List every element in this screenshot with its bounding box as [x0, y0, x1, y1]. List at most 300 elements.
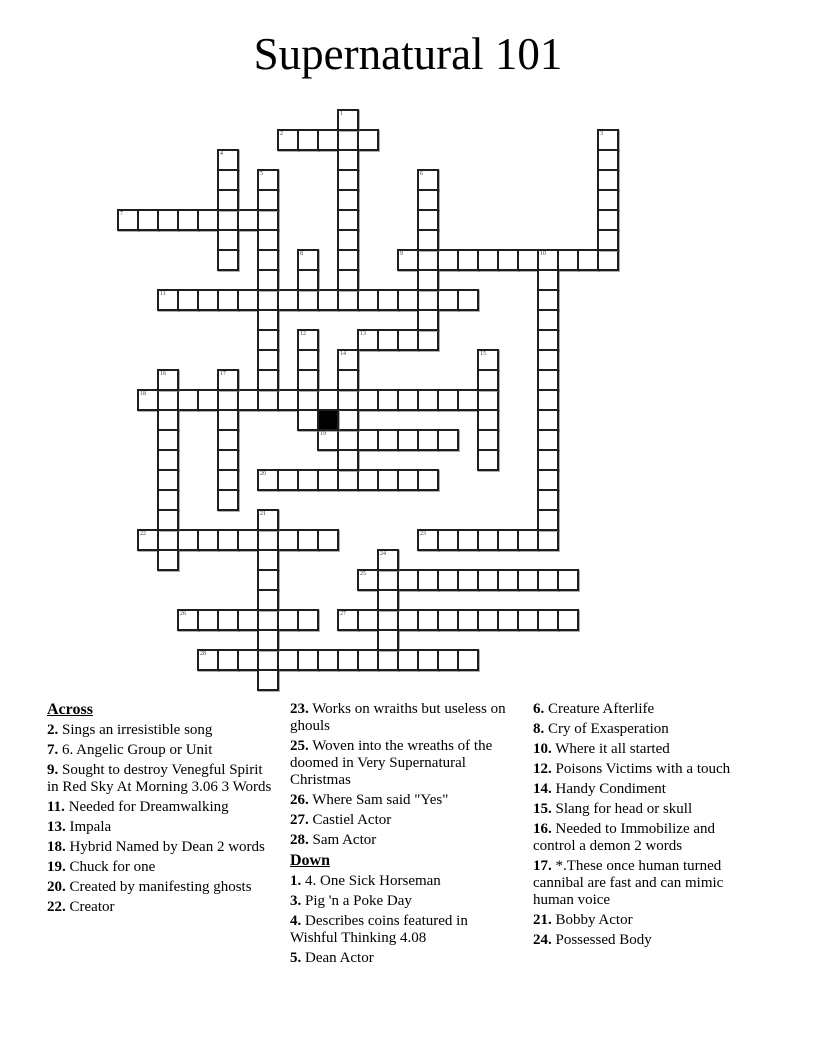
clue-across-13: 13. Impala — [47, 819, 112, 835]
grid-cell-c6-r21[interactable] — [237, 529, 259, 551]
clue-across-25: 25. Woven into the wreaths of the doomed in Very Supernatural Christmas — [290, 738, 493, 788]
grid-cell-c11-r5[interactable] — [337, 209, 359, 231]
clue-number: 2. — [47, 722, 59, 738]
grid-cell-c15-r11[interactable] — [417, 329, 439, 351]
grid-cell-c13-r26[interactable] — [377, 629, 399, 651]
clue-down-1: 1. 4. One Sick Horseman — [290, 873, 441, 889]
grid-cell-c5-r15[interactable] — [217, 409, 239, 431]
cell-number-21: 21 — [260, 511, 266, 517]
clue-down-12: 12. Poisons Victims with a touch — [533, 761, 731, 777]
grid-cell-c13-r23[interactable] — [377, 569, 399, 591]
grid-cell-c7-r4[interactable] — [257, 189, 279, 211]
clue-number: 18. — [47, 839, 66, 855]
grid-cell-c5-r4[interactable] — [217, 189, 239, 211]
grid-cell-c14-r14[interactable] — [397, 389, 419, 411]
grid-cell-c7-r24[interactable] — [257, 589, 279, 611]
grid-cell-c20-r23[interactable] — [517, 569, 539, 591]
grid-cell-c9-r1[interactable] — [297, 129, 319, 151]
grid-cell-c18-r12[interactable] — [477, 349, 499, 371]
cell-number-28: 28 — [200, 651, 206, 657]
clue-number: 27. — [290, 812, 309, 828]
grid-cell-c11-r13[interactable] — [337, 369, 359, 391]
grid-cell-c15-r5[interactable] — [417, 209, 439, 231]
clue-number: 3. — [290, 893, 302, 909]
grid-cell-c7-r9[interactable] — [257, 289, 279, 311]
grid-cell-c11-r9[interactable] — [337, 289, 359, 311]
grid-cell-c5-r7[interactable] — [217, 249, 239, 271]
grid-cell-c15-r3[interactable] — [417, 169, 439, 191]
grid-cell-c5-r13[interactable] — [217, 369, 239, 391]
grid-cell-c9-r25[interactable] — [297, 609, 319, 631]
grid-cell-c11-r3[interactable] — [337, 169, 359, 191]
grid-cell-c4-r25[interactable] — [197, 609, 219, 631]
grid-cell-c17-r14[interactable] — [457, 389, 479, 411]
grid-cell-c1-r14[interactable] — [137, 389, 159, 411]
grid-cell-c2-r19[interactable] — [157, 489, 179, 511]
grid-cell-c13-r27[interactable] — [377, 649, 399, 671]
grid-cell-c19-r25[interactable] — [497, 609, 519, 631]
grid-cell-c16-r27[interactable] — [437, 649, 459, 671]
grid-cell-c8-r25[interactable] — [277, 609, 299, 631]
grid-cell-c3-r21[interactable] — [177, 529, 199, 551]
clue-number: 10. — [533, 741, 552, 757]
grid-cell-c14-r11[interactable] — [397, 329, 419, 351]
grid-cell-c14-r27[interactable] — [397, 649, 419, 671]
grid-cell-c5-r25[interactable] — [217, 609, 239, 631]
grid-cell-c11-r4[interactable] — [337, 189, 359, 211]
grid-cell-c6-r5[interactable] — [237, 209, 259, 231]
grid-cell-c16-r14[interactable] — [437, 389, 459, 411]
grid-cell-c14-r16[interactable] — [397, 429, 419, 451]
clue-across-27: 27. Castiel Actor — [290, 812, 392, 828]
grid-cell-c12-r1[interactable] — [357, 129, 379, 151]
grid-cell-c14-r23[interactable] — [397, 569, 419, 591]
cell-number-15: 15 — [480, 351, 486, 357]
clue-across-18: 18. Hybrid Named by Dean 2 words — [47, 839, 265, 855]
grid-cell-c11-r25[interactable] — [337, 609, 359, 631]
grid-cell-c20-r7[interactable] — [517, 249, 539, 271]
grid-cell-c21-r25[interactable] — [537, 609, 559, 631]
grid-cell-c11-r16[interactable] — [337, 429, 359, 451]
grid-cell-c10-r27[interactable] — [317, 649, 339, 671]
grid-cell-c9-r9[interactable] — [297, 289, 319, 311]
clue-number: 24. — [533, 932, 552, 948]
grid-cell-c7-r27[interactable] — [257, 649, 279, 671]
clue-across-2: 2. Sings an irresistible song — [47, 722, 213, 738]
grid-cell-c22-r25[interactable] — [557, 609, 579, 631]
cell-number-23: 23 — [420, 531, 426, 537]
grid-cell-c2-r13[interactable] — [157, 369, 179, 391]
grid-cell-c20-r21[interactable] — [517, 529, 539, 551]
grid-cell-c3-r14[interactable] — [177, 389, 199, 411]
clue-number: 21. — [533, 912, 552, 928]
grid-cell-c5-r18[interactable] — [217, 469, 239, 491]
grid-cell-c7-r26[interactable] — [257, 629, 279, 651]
grid-cell-c7-r22[interactable] — [257, 549, 279, 571]
cell-number-14: 14 — [340, 351, 346, 357]
clue-across-23: 23. Works on wraiths but useless on ghouls — [290, 701, 506, 734]
clue-across-28: 28. Sam Actor — [290, 832, 377, 848]
grid-cell-c19-r21[interactable] — [497, 529, 519, 551]
grid-cell-c2-r22[interactable] — [157, 549, 179, 571]
grid-cell-c13-r11[interactable] — [377, 329, 399, 351]
clue-down-17: 17. *.These once human turned cannibal are fast and can mimic human voice — [533, 858, 724, 908]
clue-down-3: 3. Pig 'n a Poke Day — [290, 893, 412, 909]
grid-cell-c24-r3[interactable] — [597, 169, 619, 191]
grid-cell-c21-r11[interactable] — [537, 329, 559, 351]
clue-number: 7. — [47, 742, 59, 758]
grid-cell-c5-r21[interactable] — [217, 529, 239, 551]
grid-cell-c15-r21[interactable] — [417, 529, 439, 551]
grid-cell-c18-r14[interactable] — [477, 389, 499, 411]
grid-cell-c1-r21[interactable] — [137, 529, 159, 551]
grid-cell-c7-r18[interactable] — [257, 469, 279, 491]
grid-cell-c9-r7[interactable] — [297, 249, 319, 271]
grid-cell-c7-r21[interactable] — [257, 529, 279, 551]
grid-cell-c13-r25[interactable] — [377, 609, 399, 631]
grid-cell-c18-r15[interactable] — [477, 409, 499, 431]
grid-cell-c2-r17[interactable] — [157, 449, 179, 471]
grid-cell-c12-r16[interactable] — [357, 429, 379, 451]
cell-number-6: 6 — [420, 171, 423, 177]
grid-cell-c5-r14[interactable] — [217, 389, 239, 411]
clue-number: 6. — [533, 701, 545, 717]
grid-cell-c13-r14[interactable] — [377, 389, 399, 411]
grid-cell-c15-r4[interactable] — [417, 189, 439, 211]
grid-cell-c16-r9[interactable] — [437, 289, 459, 311]
grid-cell-c15-r8[interactable] — [417, 269, 439, 291]
clue-down-21: 21. Bobby Actor — [533, 912, 633, 928]
grid-cell-c21-r15[interactable] — [537, 409, 559, 431]
grid-cell-c17-r7[interactable] — [457, 249, 479, 271]
grid-cell-c0-r5[interactable] — [117, 209, 139, 231]
cell-number-10: 10 — [540, 251, 546, 257]
grid-cell-c24-r1[interactable] — [597, 129, 619, 151]
cell-number-17: 17 — [220, 371, 226, 377]
grid-cell-c21-r19[interactable] — [537, 489, 559, 511]
grid-cell-c21-r8[interactable] — [537, 269, 559, 291]
grid-cell-c24-r4[interactable] — [597, 189, 619, 211]
clue-number: 8. — [533, 721, 545, 737]
grid-cell-c5-r3[interactable] — [217, 169, 239, 191]
cell-number-19: 19 — [320, 431, 326, 437]
grid-cell-c11-r6[interactable] — [337, 229, 359, 251]
grid-cell-c15-r27[interactable] — [417, 649, 439, 671]
grid-cell-c21-r23[interactable] — [537, 569, 559, 591]
clue-number: 22. — [47, 899, 66, 915]
clue-number: 1. — [290, 873, 302, 889]
grid-cell-c3-r5[interactable] — [177, 209, 199, 231]
grid-cell-c5-r2[interactable] — [217, 149, 239, 171]
grid-cell-c1-r5[interactable] — [137, 209, 159, 231]
grid-cell-c12-r14[interactable] — [357, 389, 379, 411]
grid-cell-c7-r23[interactable] — [257, 569, 279, 591]
grid-cell-c19-r23[interactable] — [497, 569, 519, 591]
clue-down-6: 6. Creature Afterlife — [533, 701, 655, 717]
grid-cell-c16-r16[interactable] — [437, 429, 459, 451]
grid-cell-c7-r13[interactable] — [257, 369, 279, 391]
grid-cell-c6-r9[interactable] — [237, 289, 259, 311]
grid-cell-c6-r25[interactable] — [237, 609, 259, 631]
grid-cell-c5-r17[interactable] — [217, 449, 239, 471]
grid-cell-c22-r23[interactable] — [557, 569, 579, 591]
grid-cell-c16-r21[interactable] — [437, 529, 459, 551]
across-header: Across — [47, 701, 93, 718]
grid-cell-c12-r23[interactable] — [357, 569, 379, 591]
grid-cell-c13-r24[interactable] — [377, 589, 399, 611]
grid-cell-c8-r21[interactable] — [277, 529, 299, 551]
clue-number: 14. — [533, 781, 552, 797]
grid-cell-c11-r8[interactable] — [337, 269, 359, 291]
grid-cell-c18-r16[interactable] — [477, 429, 499, 451]
grid-cell-c24-r2[interactable] — [597, 149, 619, 171]
grid-cell-c5-r27[interactable] — [217, 649, 239, 671]
clue-number: 15. — [533, 801, 552, 817]
clue-down-15: 15. Slang for head or skull — [533, 801, 693, 817]
grid-cell-c11-r27[interactable] — [337, 649, 359, 671]
cell-number-20: 20 — [260, 471, 266, 477]
grid-cell-c21-r10[interactable] — [537, 309, 559, 331]
grid-cell-c8-r27[interactable] — [277, 649, 299, 671]
grid-cell-c13-r22[interactable] — [377, 549, 399, 571]
grid-cell-c24-r6[interactable] — [597, 229, 619, 251]
grid-cell-c2-r21[interactable] — [157, 529, 179, 551]
grid-cell-c16-r25[interactable] — [437, 609, 459, 631]
grid-cell-c11-r17[interactable] — [337, 449, 359, 471]
grid-cell-c24-r7[interactable] — [597, 249, 619, 271]
grid-cell-c20-r25[interactable] — [517, 609, 539, 631]
crossword-grid — [118, 110, 622, 694]
cell-number-8: 8 — [300, 251, 303, 257]
grid-cell-c15-r18[interactable] — [417, 469, 439, 491]
clue-across-7: 7. 6. Angelic Group or Unit — [47, 742, 213, 758]
grid-cell-c18-r13[interactable] — [477, 369, 499, 391]
grid-cell-c17-r27[interactable] — [457, 649, 479, 671]
grid-cell-c18-r7[interactable] — [477, 249, 499, 271]
grid-cell-c9-r12[interactable] — [297, 349, 319, 371]
grid-cell-c5-r9[interactable] — [217, 289, 239, 311]
grid-cell-c11-r18[interactable] — [337, 469, 359, 491]
grid-cell-c15-r9[interactable] — [417, 289, 439, 311]
grid-cell-c14-r18[interactable] — [397, 469, 419, 491]
grid-cell-c14-r9[interactable] — [397, 289, 419, 311]
grid-cell-c17-r25[interactable] — [457, 609, 479, 631]
grid-cell-c9-r11[interactable] — [297, 329, 319, 351]
clue-number: 25. — [290, 738, 309, 754]
grid-cell-c5-r16[interactable] — [217, 429, 239, 451]
grid-cell-c11-r14[interactable] — [337, 389, 359, 411]
grid-cell-c11-r2[interactable] — [337, 149, 359, 171]
grid-cell-c7-r7[interactable] — [257, 249, 279, 271]
clue-across-20: 20. Created by manifesting ghosts — [47, 879, 252, 895]
cell-number-12: 12 — [300, 331, 306, 337]
grid-cell-c17-r21[interactable] — [457, 529, 479, 551]
grid-cell-c5-r6[interactable] — [217, 229, 239, 251]
grid-cell-c21-r18[interactable] — [537, 469, 559, 491]
clue-down-5: 5. Dean Actor — [290, 950, 374, 966]
clue-across-26: 26. Where Sam said "Yes" — [290, 792, 449, 808]
grid-cell-c14-r7[interactable] — [397, 249, 419, 271]
grid-cell-c9-r18[interactable] — [297, 469, 319, 491]
grid-cell-c12-r25[interactable] — [357, 609, 379, 631]
grid-cell-c8-r18[interactable] — [277, 469, 299, 491]
cell-number-5: 5 — [260, 171, 263, 177]
clue-down-16: 16. Needed to Immobilize and control a demon 2 words — [533, 821, 716, 854]
grid-cell-c7-r10[interactable] — [257, 309, 279, 331]
grid-cell-c7-r8[interactable] — [257, 269, 279, 291]
grid-cell-c11-r0[interactable] — [337, 109, 359, 131]
grid-cell-c10-r14[interactable] — [317, 389, 339, 411]
grid-cell-c21-r7[interactable] — [537, 249, 559, 271]
grid-cell-c13-r18[interactable] — [377, 469, 399, 491]
grid-cell-c14-r25[interactable] — [397, 609, 419, 631]
grid-cell-c7-r25[interactable] — [257, 609, 279, 631]
grid-cell-c7-r3[interactable] — [257, 169, 279, 191]
grid-cell-c8-r14[interactable] — [277, 389, 299, 411]
grid-cell-c10-r9[interactable] — [317, 289, 339, 311]
grid-cell-c7-r5[interactable] — [257, 209, 279, 231]
grid-cell-c17-r23[interactable] — [457, 569, 479, 591]
grid-cell-c6-r27[interactable] — [237, 649, 259, 671]
grid-cell-c7-r14[interactable] — [257, 389, 279, 411]
clue-number: 5. — [290, 950, 302, 966]
clue-across-9: 9. Sought to destroy Venegful Spirit in Red Sky At Morning 3.06 3 Words — [47, 762, 272, 795]
clue-number: 20. — [47, 879, 66, 895]
black-cell — [317, 409, 339, 431]
cell-number-18: 18 — [140, 391, 146, 397]
grid-cell-c12-r9[interactable] — [357, 289, 379, 311]
grid-cell-c21-r14[interactable] — [537, 389, 559, 411]
grid-cell-c21-r21[interactable] — [537, 529, 559, 551]
grid-cell-c9-r8[interactable] — [297, 269, 319, 291]
grid-cell-c3-r9[interactable] — [177, 289, 199, 311]
grid-cell-c4-r14[interactable] — [197, 389, 219, 411]
grid-cell-c21-r16[interactable] — [537, 429, 559, 451]
grid-cell-c11-r1[interactable] — [337, 129, 359, 151]
grid-cell-c12-r11[interactable] — [357, 329, 379, 351]
grid-cell-c12-r27[interactable] — [357, 649, 379, 671]
grid-cell-c10-r21[interactable] — [317, 529, 339, 551]
clue-number: 12. — [533, 761, 552, 777]
clues-column-3 — [533, 701, 761, 952]
clue-number: 17. — [533, 858, 552, 874]
cell-number-1: 1 — [340, 111, 343, 117]
grid-cell-c9-r14[interactable] — [297, 389, 319, 411]
grid-cell-c24-r5[interactable] — [597, 209, 619, 231]
grid-cell-c2-r5[interactable] — [157, 209, 179, 231]
grid-cell-c21-r13[interactable] — [537, 369, 559, 391]
grid-cell-c18-r25[interactable] — [477, 609, 499, 631]
grid-cell-c7-r28[interactable] — [257, 669, 279, 691]
grid-cell-c11-r12[interactable] — [337, 349, 359, 371]
cell-number-24: 24 — [380, 551, 386, 557]
grid-cell-c4-r5[interactable] — [197, 209, 219, 231]
grid-cell-c21-r17[interactable] — [537, 449, 559, 471]
grid-cell-c13-r9[interactable] — [377, 289, 399, 311]
grid-cell-c21-r20[interactable] — [537, 509, 559, 531]
clue-down-10: 10. Where it all started — [533, 741, 670, 757]
grid-cell-c16-r7[interactable] — [437, 249, 459, 271]
cell-number-26: 26 — [180, 611, 186, 617]
grid-cell-c2-r15[interactable] — [157, 409, 179, 431]
grid-cell-c10-r1[interactable] — [317, 129, 339, 151]
grid-cell-c15-r6[interactable] — [417, 229, 439, 251]
grid-cell-c7-r12[interactable] — [257, 349, 279, 371]
clue-down-24: 24. Possessed Body — [533, 932, 652, 948]
grid-cell-c4-r27[interactable] — [197, 649, 219, 671]
grid-cell-c8-r1[interactable] — [277, 129, 299, 151]
grid-cell-c19-r7[interactable] — [497, 249, 519, 271]
grid-cell-c2-r18[interactable] — [157, 469, 179, 491]
grid-cell-c15-r25[interactable] — [417, 609, 439, 631]
grid-cell-c21-r9[interactable] — [537, 289, 559, 311]
clue-number: 23. — [290, 701, 309, 717]
grid-cell-c12-r18[interactable] — [357, 469, 379, 491]
grid-cell-c15-r10[interactable] — [417, 309, 439, 331]
grid-cell-c18-r17[interactable] — [477, 449, 499, 471]
grid-cell-c11-r7[interactable] — [337, 249, 359, 271]
grid-cell-c8-r9[interactable] — [277, 289, 299, 311]
cell-number-9: 9 — [400, 251, 403, 257]
grid-cell-c21-r12[interactable] — [537, 349, 559, 371]
grid-cell-c5-r19[interactable] — [217, 489, 239, 511]
grid-cell-c4-r21[interactable] — [197, 529, 219, 551]
grid-cell-c9-r15[interactable] — [297, 409, 319, 431]
grid-cell-c2-r20[interactable] — [157, 509, 179, 531]
cell-number-22: 22 — [140, 531, 146, 537]
grid-cell-c22-r7[interactable] — [557, 249, 579, 271]
grid-cell-c15-r7[interactable] — [417, 249, 439, 271]
grid-cell-c7-r20[interactable] — [257, 509, 279, 531]
grid-cell-c2-r14[interactable] — [157, 389, 179, 411]
grid-cell-c17-r9[interactable] — [457, 289, 479, 311]
grid-cell-c16-r23[interactable] — [437, 569, 459, 591]
cell-number-13: 13 — [360, 331, 366, 337]
grid-cell-c7-r11[interactable] — [257, 329, 279, 351]
grid-cell-c2-r9[interactable] — [157, 289, 179, 311]
grid-cell-c6-r14[interactable] — [237, 389, 259, 411]
grid-cell-c18-r21[interactable] — [477, 529, 499, 551]
grid-cell-c18-r23[interactable] — [477, 569, 499, 591]
grid-cell-c9-r21[interactable] — [297, 529, 319, 551]
cell-number-16: 16 — [160, 371, 166, 377]
grid-cell-c15-r14[interactable] — [417, 389, 439, 411]
cell-number-3: 3 — [600, 131, 603, 137]
grid-cell-c3-r25[interactable] — [177, 609, 199, 631]
clues-column-1 — [47, 701, 275, 919]
grid-cell-c9-r27[interactable] — [297, 649, 319, 671]
grid-cell-c15-r16[interactable] — [417, 429, 439, 451]
grid-cell-c4-r9[interactable] — [197, 289, 219, 311]
grid-cell-c10-r16[interactable] — [317, 429, 339, 451]
grid-cell-c11-r15[interactable] — [337, 409, 359, 431]
grid-cell-c2-r16[interactable] — [157, 429, 179, 451]
clue-across-22: 22. Creator — [47, 899, 115, 915]
grid-cell-c15-r23[interactable] — [417, 569, 439, 591]
grid-cell-c10-r18[interactable] — [317, 469, 339, 491]
grid-cell-c23-r7[interactable] — [577, 249, 599, 271]
clue-number: 26. — [290, 792, 309, 808]
grid-cell-c7-r6[interactable] — [257, 229, 279, 251]
grid-cell-c9-r13[interactable] — [297, 369, 319, 391]
cell-number-4: 4 — [220, 151, 223, 157]
clue-across-19: 19. Chuck for one — [47, 859, 156, 875]
clue-down-4: 4. Describes coins featured in Wishful Thinking 4.08 — [290, 913, 468, 946]
grid-cell-c5-r5[interactable] — [217, 209, 239, 231]
cell-number-27: 27 — [340, 611, 346, 617]
clue-number: 19. — [47, 859, 66, 875]
grid-cell-c13-r16[interactable] — [377, 429, 399, 451]
